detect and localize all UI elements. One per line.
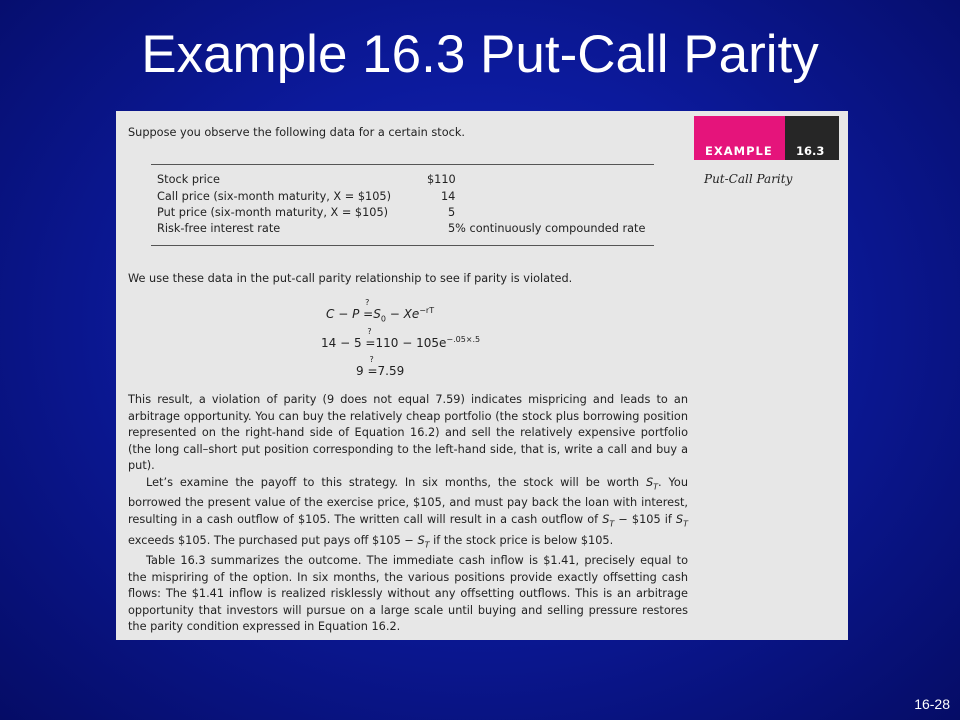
badge-number: 16.3	[785, 116, 839, 160]
eq2-lhs: 14 − 5	[321, 336, 362, 350]
row-value: 14	[441, 190, 456, 203]
row-label: Put price (six-month maturity, X = $105)	[157, 206, 389, 219]
parity-intro-sentence: We use these data in the put-call parity relationship to see if parity is violated.	[128, 272, 573, 285]
intro-sentence: Suppose you observe the following data for a certain stock.	[128, 126, 465, 139]
row-value: $110	[427, 173, 456, 186]
eq1-lhs: C − P	[326, 307, 360, 321]
eq3-rhs: 7.59	[377, 364, 405, 378]
equation-parity	[326, 306, 434, 323]
row-label: Stock price	[157, 173, 220, 186]
example-badge	[694, 116, 839, 160]
explanation-text	[128, 392, 688, 636]
slide-number: 16-28	[914, 696, 950, 712]
example-side-title: Put-Call Parity	[704, 172, 793, 186]
eq2-questioned-equals: ? =	[365, 336, 375, 350]
eq2-exponent: −.05×.5	[446, 335, 481, 344]
example-side-column	[694, 116, 839, 186]
row-value: 5	[448, 206, 456, 219]
eq1-subscript: 0	[380, 314, 386, 324]
paragraph-summary: Table 16.3 summarizes the outcome. The immediate cash inflow is $1.41, precisely equal to the mispriring of the option. In six months, the various positions provide exactly offsetting cash flows: The $1.41 inflow is realized risklessly without any offsetting outflows. This is an arbitrage opportunity that investors will pursue on a large scale until buying and selling pressure restores the parity condition expressed in Equation 16.2.	[128, 554, 688, 634]
eq1-exponent: −rT	[419, 306, 435, 315]
slide-title: Example 16.3 Put-Call Parity	[141, 25, 819, 84]
row-value: 5% continuously compounded rate	[448, 222, 646, 235]
eq2-rhs: 110 − 105e	[375, 336, 447, 350]
row-label: Call price (six-month maturity, X = $105)	[157, 190, 391, 203]
paragraph-payoff: Let’s examine the payoff to this strategy. In six months, the stock will be worth $S_T$. You borrowed the present value of the exercise price, $105, and must pay back the loan with interest, resulting in a cash outflow of $105. The written call will result in a cash outflow of $S_T$ − $105 if $S_T$ exceeds $105. The purchased put pays off $105 − $S_T$ if the stock price is below $105.	[128, 475, 688, 549]
example-panel	[116, 111, 848, 640]
paragraph-violation: This result, a violation of parity (9 does not equal 7.59) indicates mispricing and leads to an arbitrage opportunity. You can buy the relatively cheap portfolio (the stock plus borrowing position represented on the right-hand side of Equation 16.2) and sell the relatively expensive portfolio (the long call–short put position corresponding to the left-hand side, that is, write a call and buy a put).	[128, 393, 688, 472]
row-label: Risk-free interest rate	[157, 222, 281, 235]
eq1-rest: − Xe	[385, 307, 420, 321]
eq1-questioned-equals: ? =	[363, 307, 373, 321]
eq3-questioned-equals: ? =	[367, 364, 377, 378]
equation-values	[321, 335, 480, 350]
equation-result	[356, 364, 404, 378]
eq3-lhs: 9	[356, 364, 364, 378]
table-bottom-rule	[151, 245, 654, 246]
badge-label: EXAMPLE	[694, 116, 785, 160]
eq1-rhs: S	[373, 307, 381, 321]
table-top-rule	[151, 164, 654, 165]
